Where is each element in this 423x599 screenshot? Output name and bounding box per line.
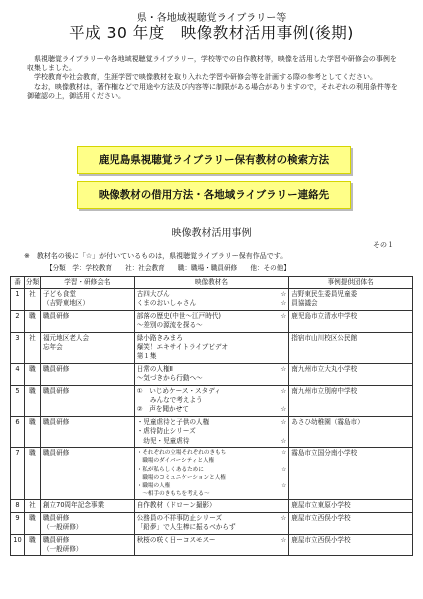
star-icon: ☆ — [280, 290, 287, 298]
star-icon: ☆ — [280, 417, 287, 426]
case-event — [40, 500, 134, 512]
material-line — [137, 321, 287, 330]
search-method-link[interactable]: 鹿児島県視聴覚ライブラリー保有教材の検索方法 — [77, 146, 351, 174]
case-category: 職 — [24, 310, 40, 332]
case-category: 社 — [24, 500, 40, 512]
case-event — [40, 416, 134, 447]
material-title: 職場のダイバーシティと人権 — [136, 458, 215, 465]
case-materials — [134, 512, 289, 534]
material-title: 公務員の不祥事防止シリーズ — [136, 513, 223, 522]
material-line — [137, 449, 287, 457]
material-line — [137, 466, 287, 474]
provider-line: 鹿児島市立清水中学校 — [291, 311, 358, 320]
event-line: 職員研修 — [42, 364, 70, 373]
page-title: 平成 30 年度 映像教材活用事例(後期) — [69, 24, 354, 42]
material-line — [137, 299, 287, 308]
event-line: 子ども食堂 — [42, 290, 76, 298]
case-event — [40, 332, 134, 363]
case-number: 1 — [11, 289, 25, 311]
case-event — [40, 363, 134, 385]
star-icon: ☆ — [281, 482, 287, 489]
case-category: 職 — [24, 448, 40, 500]
star-icon: ☆ — [280, 513, 287, 522]
table-row — [11, 500, 413, 512]
material-title: ・私が私らしくあるために — [136, 466, 204, 473]
case-provider — [289, 448, 413, 500]
case-materials — [134, 363, 289, 385]
event-line: 職員研修 — [42, 449, 70, 458]
case-event — [40, 534, 134, 556]
event-line: （吉野東地区） — [42, 299, 90, 308]
material-line — [137, 290, 287, 299]
case-number: 3 — [11, 332, 25, 363]
section-title: 映像教材活用事例 — [171, 228, 252, 239]
case-event — [40, 448, 134, 500]
table-row — [11, 512, 413, 534]
intro-paragraph: 県視聴覚ライブラリーや各地域視聴覚ライブラリー，学校等での自作教材等，映像を活用した学習や研修会の事例を収集しました。 — [27, 55, 397, 73]
star-note: ※ 教材名の後に「☆」が付いているものは，県視聴覚ライブラリー保有作品です。 — [24, 252, 288, 260]
material-line — [137, 387, 287, 396]
material-title: ・虐待防止シリーズ — [136, 427, 196, 436]
event-line: （一般研修） — [42, 544, 83, 553]
material-title: ～気づきから行動へ～ — [136, 374, 203, 383]
case-materials — [134, 332, 289, 363]
case-number: 4 — [11, 363, 25, 385]
case-materials — [134, 289, 289, 311]
provider-line: 吉野東民生委員児童委 — [291, 290, 358, 298]
case-materials — [134, 534, 289, 556]
star-icon: ☆ — [280, 405, 287, 414]
material-title: 第１集 — [136, 352, 157, 361]
provider-line: 鹿屋市立西俣小学校 — [291, 535, 351, 544]
table-row — [11, 289, 413, 311]
intro-text — [27, 55, 399, 101]
material-line — [137, 437, 287, 446]
page-number: その１ — [373, 241, 394, 249]
case-event — [40, 289, 134, 311]
case-materials — [134, 500, 289, 512]
material-title: 緑小路きみまろ — [136, 333, 183, 342]
case-provider — [289, 534, 413, 556]
material-line — [137, 482, 287, 490]
star-icon: ☆ — [281, 466, 287, 473]
case-materials — [134, 310, 289, 332]
material-title: 爆笑！エキサイトライブビデオ — [136, 343, 229, 352]
star-icon: ☆ — [281, 450, 287, 457]
material-title: みんなで考えよう — [136, 396, 203, 405]
material-title: ～相手のきもちを考える～ — [136, 491, 210, 498]
case-provider — [289, 363, 413, 385]
material-line — [137, 514, 287, 523]
material-title: 日常の人権Ⅱ — [136, 364, 173, 373]
material-title: 秋桜の咲く日ーコスモスー — [136, 535, 216, 544]
column-header: 映像教材名 — [134, 277, 289, 289]
case-provider — [289, 500, 413, 512]
intro-paragraph: なお，映像教材は，著作権などで用途や方法及び内容等に制限がある場合がありますので，それぞれの利用条件等を御確認の上，御活用ください。 — [27, 82, 398, 100]
star-icon: ☆ — [280, 299, 287, 308]
material-title: 部落の歴史(中世～江戸時代) — [136, 311, 221, 320]
column-header: 分類 — [24, 277, 40, 289]
table-row — [11, 363, 413, 385]
material-title: 「鉛夢」で人生棒に振るべからず — [136, 523, 236, 532]
material-title: 幼児・児童虐待 — [136, 436, 190, 445]
case-provider — [289, 289, 413, 311]
column-header: 番 — [11, 277, 25, 289]
material-title: ② 声を聞かせて — [136, 405, 189, 414]
case-materials — [134, 385, 289, 416]
material-line — [137, 418, 287, 427]
provider-line: あさひ幼稚園（霧島市） — [291, 417, 364, 426]
event-line: 福元地区老人会 — [42, 333, 90, 342]
case-category: 社 — [24, 289, 40, 311]
provider-line: 霧島市立国分南小学校 — [291, 449, 358, 458]
material-title: ～差別の源流を探る～ — [136, 321, 203, 330]
case-category: 職 — [24, 512, 40, 534]
star-icon: ☆ — [280, 386, 287, 395]
material-line — [137, 374, 287, 383]
case-materials — [134, 416, 289, 447]
material-title: ・職場の人権 — [136, 482, 171, 489]
material-line — [137, 490, 287, 498]
case-provider — [289, 385, 413, 416]
material-line — [137, 343, 287, 352]
cases-table — [10, 276, 413, 556]
case-provider — [289, 332, 413, 363]
table-row — [11, 332, 413, 363]
lending-method-link[interactable]: 映像教材の借用方法・各地域ライブラリー連絡先 — [77, 181, 351, 209]
provider-line: 鹿屋市立西俣小学校 — [291, 513, 351, 522]
pretitle: 県・各地域視聴覚ライブラリー等 — [136, 13, 287, 24]
case-materials — [134, 448, 289, 500]
case-category: 職 — [24, 534, 40, 556]
event-line: 職員研修 — [42, 417, 70, 426]
table-header-row — [11, 277, 413, 289]
event-line: 創立70周年記念事業 — [42, 501, 105, 510]
material-line — [137, 365, 287, 374]
table-row — [11, 534, 413, 556]
material-line — [137, 427, 287, 436]
material-line — [137, 312, 287, 321]
case-provider — [289, 416, 413, 447]
case-event — [40, 512, 134, 534]
material-title: くまのおいしゃさん — [136, 299, 197, 308]
provider-line: 南九州市立大丸小学校 — [291, 364, 358, 373]
star-icon: ☆ — [280, 364, 287, 373]
case-provider — [289, 512, 413, 534]
material-title: ・児童虐待と子供の人権 — [136, 417, 210, 426]
event-line: 忘年会 — [42, 343, 63, 352]
provider-line: 員協議会 — [291, 299, 318, 308]
event-line: 職員研修 — [42, 535, 70, 544]
case-category: 職 — [24, 363, 40, 385]
case-number: 2 — [11, 310, 25, 332]
case-provider — [289, 310, 413, 332]
column-header: 学習・研修会名 — [40, 277, 134, 289]
intro-paragraph: 学校教育や社会教育，生涯学習で映像教材を取り入れた学習や研修会等を計画する際の参考としてください。 — [34, 73, 377, 82]
material-title: 古四大ぴん — [136, 290, 170, 298]
table-row — [11, 448, 413, 500]
material-title: 自作教材（ドローン撮影） — [136, 501, 216, 510]
material-title: ・それぞれの立場それぞれのきもち — [136, 450, 227, 457]
case-number: 10 — [11, 534, 25, 556]
event-line: （一般研修） — [42, 523, 83, 532]
case-category: 社 — [24, 332, 40, 363]
material-line — [137, 536, 287, 545]
star-icon: ☆ — [280, 436, 287, 445]
case-event — [40, 310, 134, 332]
table-row — [11, 310, 413, 332]
provider-line: 鹿屋市立東原小学校 — [291, 501, 351, 510]
material-line — [137, 523, 287, 532]
case-number: 5 — [11, 385, 25, 416]
case-category: 職 — [24, 385, 40, 416]
category-legend: 【分類 学：学校教育 社：社会教育 職：職場・職員研修 他：その他】 — [46, 264, 290, 272]
case-number: 7 — [11, 448, 25, 500]
provider-line: 指宿市山川校区公民館 — [291, 333, 358, 342]
case-number: 9 — [11, 512, 25, 534]
case-event — [40, 385, 134, 416]
case-category: 職 — [24, 416, 40, 447]
event-line: 職員研修 — [42, 513, 70, 522]
material-line — [137, 334, 287, 343]
material-line — [137, 352, 287, 361]
material-line — [137, 405, 287, 414]
table-row — [11, 416, 413, 447]
material-line — [137, 457, 287, 465]
material-title: 職場のコミュニケーションと人権 — [136, 474, 226, 481]
material-line — [137, 474, 287, 482]
event-line: 職員研修 — [42, 386, 70, 395]
material-line — [137, 501, 287, 510]
case-number: 8 — [11, 500, 25, 512]
table-row — [11, 385, 413, 416]
case-number: 6 — [11, 416, 25, 447]
event-line: 職員研修 — [42, 311, 70, 320]
provider-line: 南九州市立別府中学校 — [291, 386, 358, 395]
material-title: ① いじめケース・スタディ — [136, 386, 221, 395]
star-icon: ☆ — [280, 535, 287, 544]
column-header: 事例提供団体名 — [289, 277, 413, 289]
star-icon: ☆ — [280, 311, 287, 320]
